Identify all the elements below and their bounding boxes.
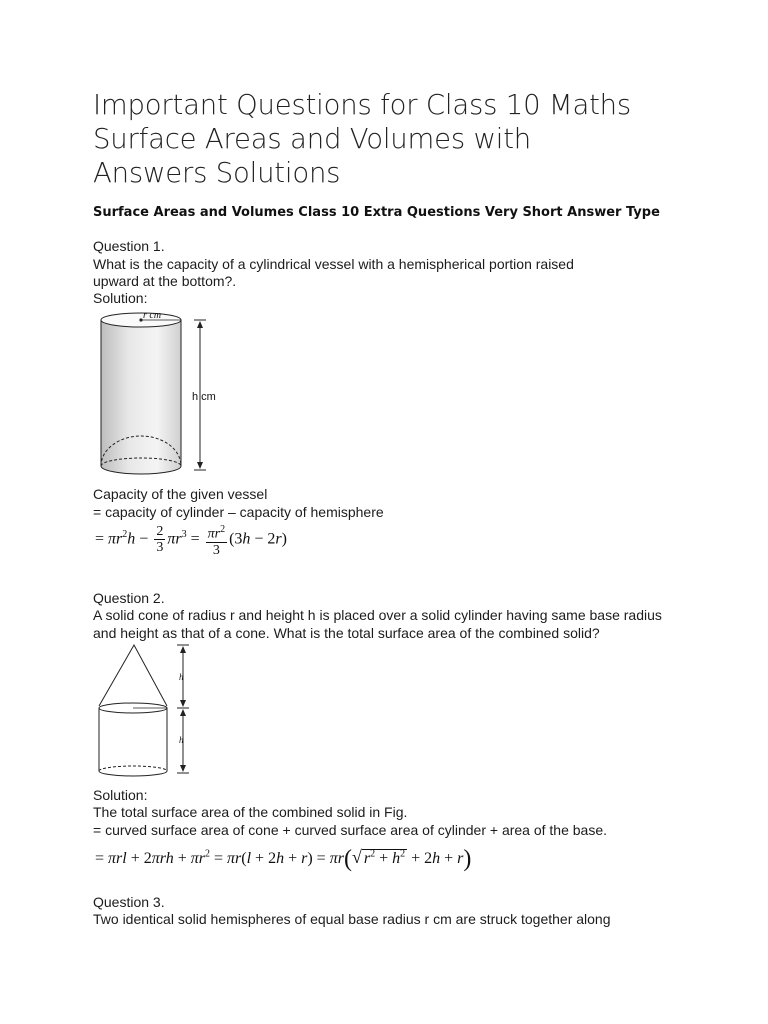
q2-text-line-2: and height as that of a cone. What is the total surface area of the combined solid?: [93, 625, 600, 641]
q1-solution-line-2: = capacity of cylinder – capacity of hemisphere: [93, 504, 384, 520]
q1-solution-line-1: Capacity of the given vessel: [93, 486, 268, 502]
q2-formula: = $\pi rl + 2\pi rh + \pi r^2 = \pi r(l + 2h + r) = \pi r(√$ $r^2 + h^2 + 2h + r$): [95, 846, 472, 872]
q1-text-line-2: upward at the bottom?.: [93, 273, 237, 289]
q2-solution-line-1: The total surface area of the combined solid in Fig.: [93, 804, 408, 820]
q1-label: Question 1.: [93, 238, 165, 254]
q3-label: Question 3.: [93, 894, 165, 910]
fig1-height-label: h cm: [192, 391, 216, 403]
fig1-radius-label: r cm: [143, 310, 162, 321]
title-line-2: Surface Areas and Volumes with: [93, 123, 532, 155]
q1-solution-label: Solution:: [93, 290, 148, 306]
title-line-3: Answers Solutions: [93, 157, 341, 189]
fig2-cylinder-height-label: h: [179, 735, 184, 745]
fig2-cone-height-label: h: [179, 672, 184, 682]
q3-text-line-1: Two identical solid hemispheres of equal base radius r cm are struck together along: [93, 911, 611, 927]
q1-formula: = $\pi r^2h$ − $\frac{2}{3}$ $\pi r^3$ = $\frac{\pi r^2}{3}$ (3h − 2r): [95, 524, 287, 558]
title-line-1: Important Questions for Class 10 Maths: [93, 89, 632, 121]
section-heading: Surface Areas and Volumes Class 10 Extra Questions Very Short Answer Type: [93, 205, 660, 220]
q2-label: Question 2.: [93, 590, 165, 606]
document-page: [93, 88, 693, 927]
q2-text-line-1: A solid cone of radius r and height h is placed over a solid cylinder having same base radius: [93, 607, 662, 623]
page-title: [93, 88, 693, 190]
q1-text-line-1: What is the capacity of a cylindrical vessel with a hemispherical portion raised: [93, 256, 574, 272]
q2-solution-label: Solution:: [93, 787, 148, 803]
cylinder-hemisphere-figure: [97, 310, 232, 480]
q2-solution-line-2: = curved surface area of cone + curved surface area of cylinder + area of the base.: [93, 822, 608, 838]
cone-on-cylinder-figure: [95, 643, 200, 778]
